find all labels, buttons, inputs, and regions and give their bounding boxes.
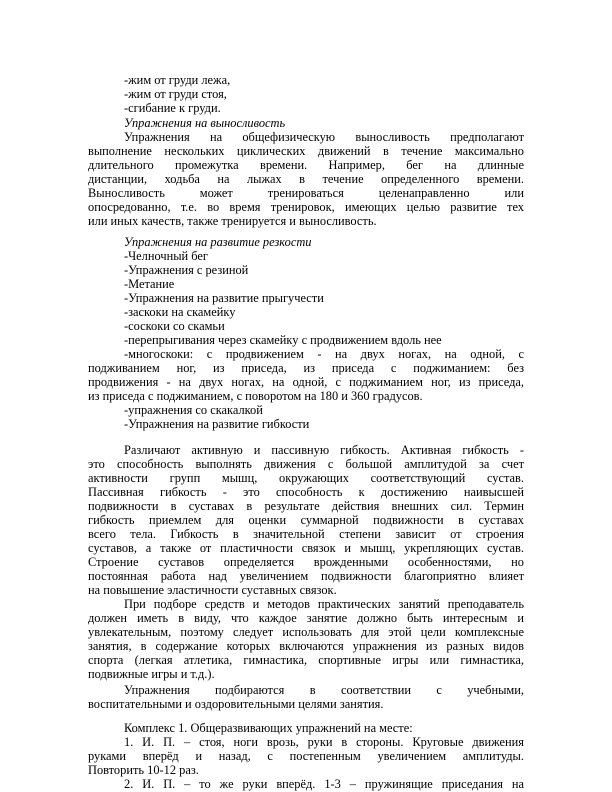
paragraph-line: -многоскоки: с продвижением - на двух ногах, на одной, с [124,347,524,361]
paragraph-line: дистанции, ходьба на лыжах в течение определенного времени. [88,172,524,186]
paragraph-line: подвижности в суставах в результате действия внешних сил. Термин [88,499,524,513]
list-item: -Упражнения с резиной [124,263,249,277]
paragraph-line: руками вперёд и назад, с постепенным увеличением амплитуды. [88,749,524,763]
paragraph-line: суставов, а также от пластичности связок и мышц, укрепляющих сустав. [88,541,524,555]
list-item: -Челночный бег [124,249,209,263]
paragraph-line: Выносливость может тренироваться целенаправленно или [88,186,524,200]
paragraph-line: воспитательными и оздоровительными целями занятия. [88,697,384,711]
paragraph-line: Упражнения на общефизическую выносливость предполагают [124,130,524,144]
paragraph-line: Повторить 10-12 раз. [88,763,199,777]
list-item: -перепрыгивания через скамейку с продвижением вдоль нее [124,333,442,347]
paragraph-line: подживанием ног, из приседа, из приседа с поджиманием: без [88,361,524,375]
paragraph-line: продвижения - на двух ногах, на одной, с поджиманием ног, из приседа, [88,375,524,389]
list-item: -жим от груди стоя, [124,87,227,101]
paragraph-line: длительного промежутка времени. Например, бег на длинные [88,158,524,172]
paragraph-line: увлекательным, поэтому следует использовать для этой цели комплексные [88,625,524,639]
paragraph-line: подвижные игры и т.д.). [88,667,215,681]
complex-heading: Комплекс 1. Общеразвивающих упражнений на месте: [124,721,413,735]
paragraph-line: опосредованно, т.е. во время тренировок, имеющих целью развитие тех [88,200,524,214]
list-item: -соскоки со скамьи [124,319,225,333]
paragraph-line: Упражнения подбираются в соответствии с учебными, [124,683,524,697]
list-item: -упражнения со скакалкой [124,403,263,417]
speed-heading: Упражнения на развитие резкости [124,235,312,249]
paragraph-line: 2. И. П. – то же руки вперёд. 1-3 – пружинящие приседания на [124,777,524,791]
paragraph-line: должен иметь в виду, что каждое занятие должно быть интересным и [88,611,524,625]
paragraph-line: это способность выполнять движения с большой амплитудой за счет [88,457,524,471]
list-item: -заскоки на скамейку [124,305,236,319]
paragraph-line: гибкость приемлем для оценки суммарной подвижности в суставах [88,513,524,527]
paragraph-line: из приседа с поджиманием, с поворотом на 180 и 360 градусов. [88,389,423,403]
endurance-heading: Упражнения на выносливость [124,116,286,130]
list-item: -Упражнения на развитие гибкости [124,417,310,431]
paragraph-line: При подборе средств и методов практических занятий преподаватель [124,597,524,611]
paragraph-line: активности групп мышц, окружающих соответствующий сустав. [88,471,524,485]
paragraph-line: спорта (легкая атлетика, гимнастика, спортивные игры или гимнастика, [88,653,524,667]
paragraph-line: всего тела. Гибкость в значительной степени зависит от строения [88,527,524,541]
paragraph-line: или иных качеств, также тренируется и выносливость. [88,214,377,228]
list-item: -сгибание к груди. [124,101,221,115]
paragraph-line: Пассивная гибкость - это способность к достижению наивысшей [88,485,524,499]
paragraph-line: 1. И. П. – стоя, ноги врозь, руки в стороны. Круговые движения [124,735,524,749]
paragraph-line: на повышение эластичности суставных связок. [88,583,337,597]
paragraph-line: Различают активную и пассивную гибкость. Активная гибкость - [124,443,524,457]
paragraph-line: занятия, в содержание которых включаются упражнения из разных видов [88,639,524,653]
paragraph-line: выполнение нескольких циклических движений в течение максимально [88,144,524,158]
paragraph-line: Строение суставов определяется врожденными особенностями, но [88,555,524,569]
list-item: -Упражнения на развитие прыгучести [124,291,324,305]
list-item: -Метание [124,277,175,291]
paragraph-line: постоянная работа над увеличением подвижности благоприятно влияет [88,569,524,583]
list-item: -жим от груди лежа, [124,73,231,87]
